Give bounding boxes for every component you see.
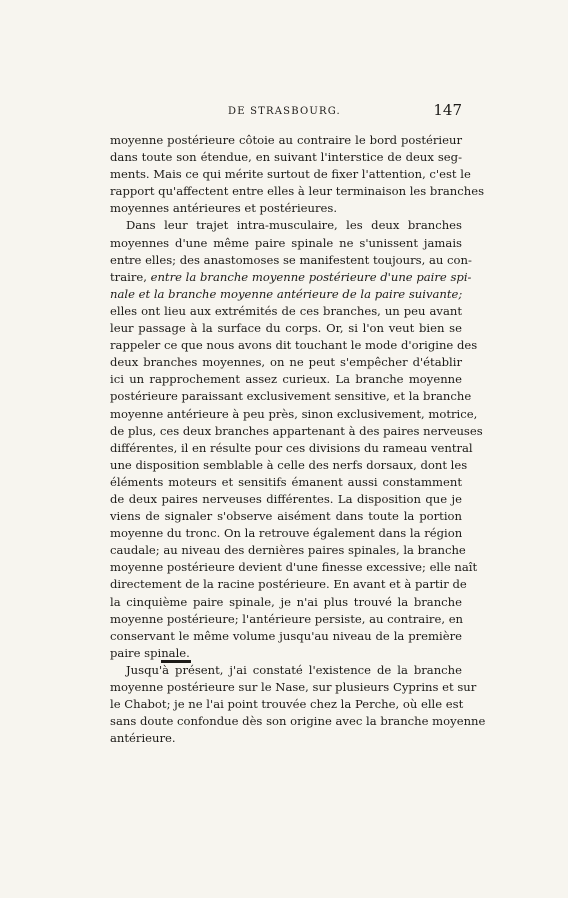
text-line: de plus, ces deux branches appartenant à des paires nerveuses — [110, 423, 483, 438]
text-line: postérieure paraissant exclusivement sensitive, et la branche — [110, 389, 472, 404]
text-line: paire spinale. — [110, 645, 190, 660]
text-line: différentes, il en résulte pour ces divisions du rameau ventral — [110, 440, 473, 455]
text-line: leur passage à la surface du corps. Or, si l'on veut bien se — [110, 321, 462, 336]
text-line: entre elles; des anastomoses se manifestent toujours, au con- — [110, 252, 472, 267]
text-line: le Chabot; je ne l'ai point trouvée chez la Perche, où elle est — [110, 697, 464, 712]
text-line: antérieure. — [110, 731, 176, 746]
text-line: moyennes d'une même paire spinale ne s'unissent jamais — [110, 235, 462, 250]
text-line: Dans leur trajet intra-musculaire, les deux branches — [126, 218, 462, 233]
end-ornament-rule — [161, 660, 191, 663]
text-line: moyenne postérieure devient d'une finesse excessive; elle naît — [110, 560, 478, 575]
text-line: ici un rapprochement assez curieux. La branche moyenne — [110, 372, 462, 387]
text-line: moyenne postérieure côtoie au contraire le bord postérieur — [110, 133, 462, 147]
text-line: moyenne antérieure à peu près, sinon exclusivement, motrice, — [110, 406, 478, 421]
body-text — [110, 132, 486, 747]
text-line: rapport qu'affectent entre elles à leur terminaison les branches — [110, 184, 485, 199]
text-line: moyenne postérieure sur le Nase, sur plusieurs Cyprins et sur — [110, 680, 477, 694]
running-head — [110, 103, 462, 125]
italic-run: entre la branche moyenne postérieure d'une paire spi- — [150, 269, 472, 284]
text-line: dans toute son étendue, en suivant l'interstice de deux seg- — [110, 150, 462, 165]
text-line: moyennes antérieures et postérieures. — [110, 201, 338, 216]
text-line: directement de la racine postérieure. En avant et à partir de — [110, 577, 467, 592]
text-run: traire, — [110, 269, 151, 284]
text-line: éléments moteurs et sensitifs émanent aussi constamment — [110, 474, 462, 489]
text-line: ments. Mais ce qui mérite surtout de fixer l'attention, c'est le — [110, 167, 471, 182]
page-number: 147 — [433, 101, 462, 119]
text-line: conservant le même volume jusqu'au niveau de la première — [110, 628, 462, 643]
text-line: une disposition semblable à celle des nerfs dorsaux, dont les — [110, 457, 468, 472]
text-line: sans doute confondue dès son origine avec la branche moyenne — [110, 714, 486, 729]
text-line: de deux paires nerveuses différentes. La disposition que je — [110, 491, 462, 506]
text-line: moyenne postérieure; l'antérieure persiste, au contraire, en — [110, 611, 464, 626]
text-line — [110, 269, 472, 286]
text-line: elles ont lieu aux extrémités de ces branches, un peu avant — [110, 303, 462, 318]
text-line — [110, 286, 462, 303]
text-line: moyenne du tronc. On la retrouve également dans la région — [110, 526, 463, 541]
running-head-title: DE STRASBOURG. — [228, 106, 341, 117]
text-line: la cinquième paire spinale, je n'ai plus trouvé la branche — [110, 594, 462, 609]
text-line: rappeler ce que nous avons dit touchant le mode d'origine des — [110, 338, 478, 353]
text-line: deux branches moyennes, on ne peut s'empêcher d'établir — [110, 355, 462, 370]
text-line: Jusqu'à présent, j'ai constaté l'existence de la branche — [126, 662, 462, 677]
text-line: caudale; au niveau des dernières paires spinales, la branche — [110, 543, 466, 558]
text-line: viens de signaler s'observe aisément dans toute la portion — [110, 509, 462, 524]
book-page — [110, 101, 486, 747]
italic-run: nale et la branche moyenne antérieure de la paire suivante; — [110, 286, 463, 301]
